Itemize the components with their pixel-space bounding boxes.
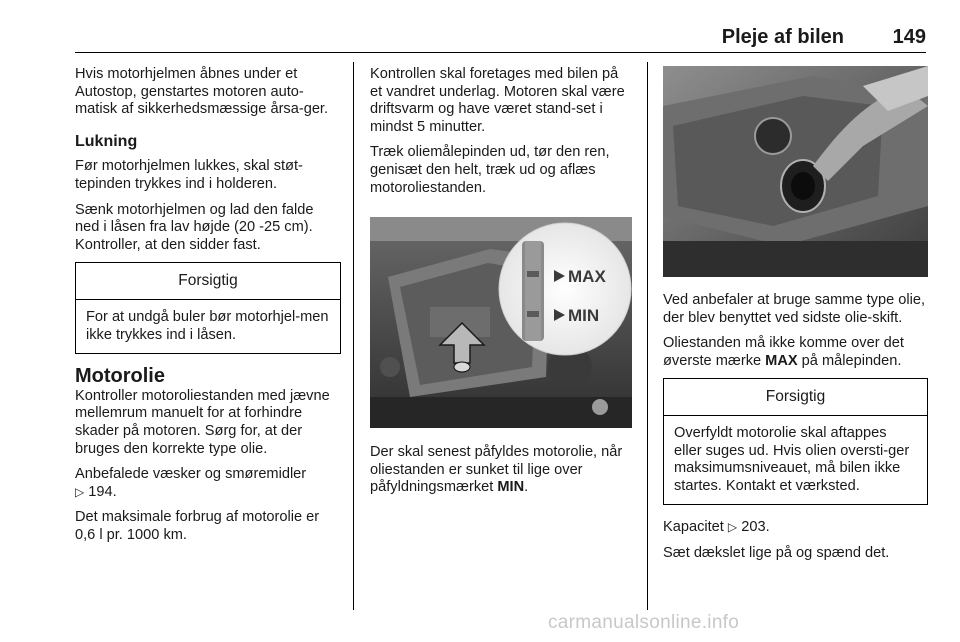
oil-paragraph-2 [75,466,341,501]
capacity-reference-page[interactable]: 203. [741,519,770,536]
caution-text: Overfyldt motorolie skal aftappes eller suges ud. Hvis olien oversti-ger maksimumsniveauet, må bilen ikke startes. Kontakt et værksted. [674,424,910,494]
check-conditions-paragraph: Kontrollen skal foretages med bilen på et vandret underlag. Motoren skal være driftsvarm og have været stand-set i mindst 5 minutter. [370,66,625,135]
oil-consumption-paragraph: Det maksimale forbrug af motorolie er 0,6 l pr. 1000 km. [75,509,320,543]
caution-title: Forsigtig [76,263,340,300]
closing-heading: Lukning [75,132,138,150]
cap-paragraph: Sæt dækslet lige på og spænd det. [663,544,890,561]
refill-period: . [524,479,529,496]
dipstick-min-label: MIN [568,306,600,326]
column-divider-2 [647,62,648,610]
closing-paragraph-2: Sænk motorhjelmen og lad den falde ned i låsen fra lav højde (20 -25 cm). Kontroller, at den sidder fast. [75,201,314,253]
reference-arrow-icon: ▷ [75,484,85,499]
column-middle [370,66,634,505]
reference-arrow-icon: ▷ [727,520,738,535]
column-left [75,66,341,552]
site-watermark: carmanualsonline.info [548,612,740,633]
capacity-paragraph [663,519,928,537]
refill-text: Der skal senest påfyldes motorolie, når oliestanden er sunket til lige over påfyldningsmærket [370,444,623,496]
max-level-tail: på målepinden. [797,352,902,369]
fluids-reference-text: Anbefalede væsker og smøremidler [75,466,307,483]
oil-type-paragraph: Ved anbefaler at bruge samme type olie, der blev benyttet ved sidste olie-skift. [663,292,926,326]
max-mark: MAX [765,352,798,369]
engine-dipstick-illustration [370,217,632,428]
autostop-paragraph: Hvis motorhjelmen åbnes under et Autostop, genstartes motoren auto-matisk af sikkerhedsmæssige årsa-ger. [75,66,329,118]
column-divider-1 [353,62,354,610]
fluids-reference-page[interactable]: 194. [88,483,117,500]
max-level-paragraph [663,335,928,370]
oil-filler-illustration [663,66,928,277]
caution-text: For at undgå buler bør motorhjel-men ikke trykkes ind i låsen. [86,308,329,343]
closing-paragraph-1: Før motorhjelmen lukkes, skal støt-tepinden trykkes ind i holderen. [75,158,303,192]
caution-box-overfill [663,378,928,505]
caution-title: Forsigtig [664,379,927,416]
engine-bay-graphic [370,217,632,428]
capacity-label: Kapacitet [663,519,724,536]
refill-paragraph [370,444,634,497]
caution-box [75,262,341,354]
dipstick-max-label: MAX [568,267,606,287]
column-right [663,66,928,571]
oil-paragraph-1: Kontroller motoroliestanden med jævne mellemrum manuelt for at forhindre skader på motoren. Sørg for, at der bruges den korrekte type olie. [75,387,330,457]
page-header [75,26,926,53]
max-level-text: Oliestanden må ikke komme over det øverste mærke [663,335,904,369]
dipstick-instructions: Træk oliemålepinden ud, tør den ren, genisæt den helt, træk ud og aflæs motoroliestanden. [370,144,610,196]
min-mark: MIN [497,479,525,496]
section-title: Pleje af bilen [721,26,844,48]
oil-filler-graphic [663,66,928,277]
engine-oil-heading: Motorolie [75,365,165,388]
page-number: 149 [892,26,926,48]
